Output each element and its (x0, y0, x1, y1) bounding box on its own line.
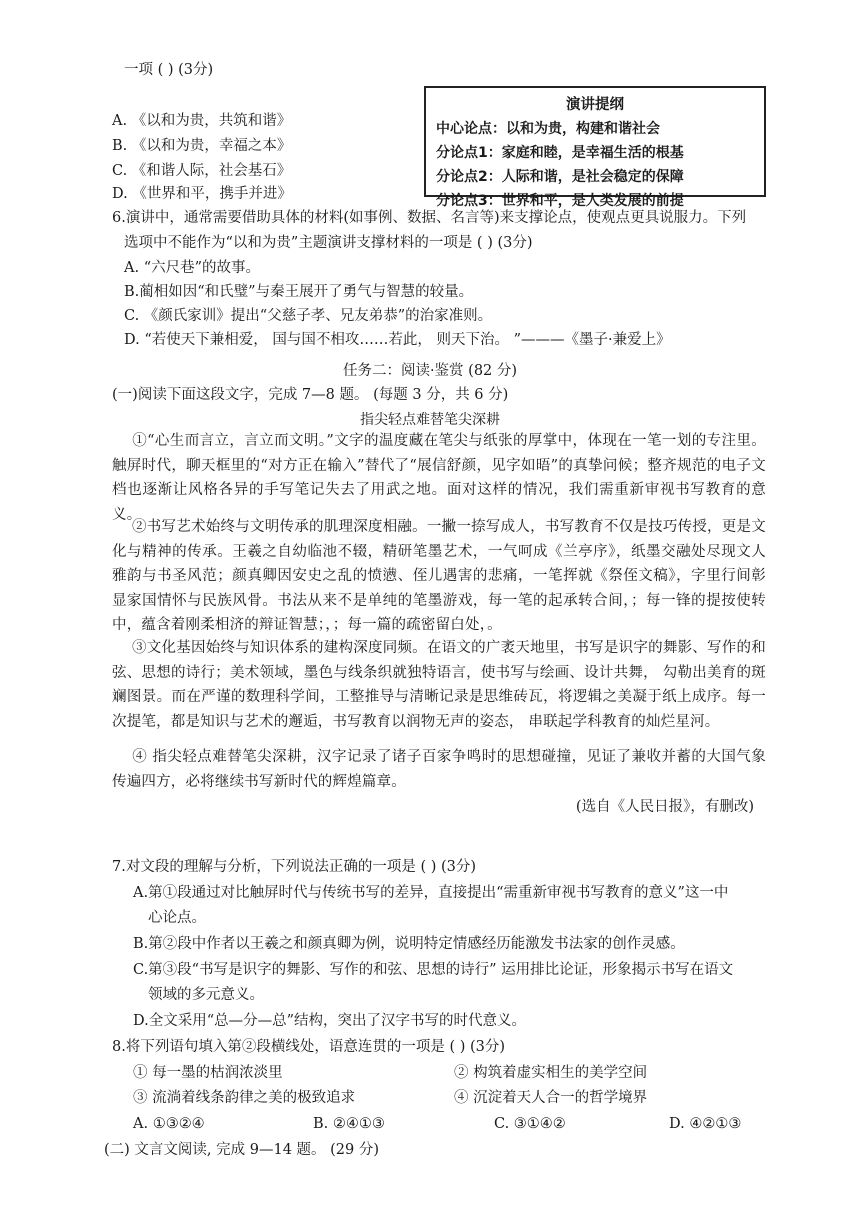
outline-subpoint-2: 分论点2：人际和谐，是社会稳定的保障 (436, 169, 684, 185)
outline-title: 演讲提纲 (566, 97, 624, 113)
q8-choice-d: D. ④②①③ (669, 1116, 742, 1132)
article-paragraph-2: ②书写艺术始终与文明传承的肌理深度相融。一撇一捺写成人，书写教育不仅是技巧传授，更是文化与精神的传承。王羲之自幼临池不辍，精研笔墨艺术，一气呵成《兰亭序》，纸墨交融处尽现文人雅韵与书圣风范；颜真卿因安史之乱的愤懑、侄儿遇害的悲痛，一笔挥就《祭侄文稿》，字里行间彰显家国情怀与民族风骨。书法从来不是单纯的笔墨游戏，每一笔的起承转合间，；每一锋的提按使转中，蕴含着刚柔相济的辩证智慧；，；每一篇的疏密留白处，。 (112, 519, 766, 634)
q7-option-c-line2: 领域的多元意义。 (148, 987, 264, 1003)
q5-option-d: D. 《世界和平，携手并进》 (112, 186, 292, 202)
article-paragraph-3: ③文化基因始终与知识体系的建构深度同频。在语文的广袤天地里，书写是识字的舞影、写作的和弦、思想的诗行；美术领域，墨色与线条织就独特语言，使书写与绘画、设计共舞， 勾勒出美育的斑斓图景。而在严谨的数理科学间，工整推导与清晰记录是思维砖瓦，将逻辑之美凝于纸上成序。每一次提笔，都是知识与艺术的邂逅，书写教育以润物无声的姿态， 串联起学科教育的灿烂星河。 (112, 640, 766, 730)
q7-stem: 7.对文段的理解与分析，下列说法正确的一项是 ( ) (3分) (112, 859, 477, 875)
q6-option-a: A. “六尺巷”的故事。 (124, 260, 261, 276)
q7-option-d: D.全文采用“总—分—总”结构，突出了汉字书写的时代意义。 (133, 1013, 527, 1029)
q8-choice-b: B. ②④①③ (313, 1116, 385, 1132)
speech-outline-box (424, 86, 766, 209)
q8-choice-c: C. ③①④② (494, 1116, 566, 1132)
outline-subpoint-1: 分论点1：家庭和睦，是幸福生活的根基 (436, 145, 684, 161)
q5-option-a: A. 《以和为贵，共筑和谐》 (112, 113, 292, 129)
q8-sentence-3: ③ 流淌着线条韵律之美的极致追求 (133, 1090, 356, 1106)
q8-sentence-2: ② 构筑着虚实相生的美学空间 (454, 1065, 648, 1081)
article-paragraph-4: ④ 指尖轻点难替笔尖深耕，汉字记录了诸子百家争鸣时的思想碰撞，见证了兼收并蓄的大国气象传遍四方，必将继续书写新时代的辉煌篇章。 (112, 749, 766, 790)
q6-stem-line2: 选项中不能作为“以和为贵”主题演讲支撑材料的一项是 ( ) (3分) (124, 235, 533, 251)
part1-intro: (一)阅读下面这段文字，完成 7—8 题。 (每题 3 分，共 6 分) (112, 387, 509, 403)
q6-option-d: D. “若使天下兼相爱， 国与国不相攻……若此， 则天下治。 ”———《墨子·兼爱上》 (124, 332, 671, 348)
q6-option-b: B.蔺相如因“和氏璧”与秦王展开了勇气与智慧的较量。 (124, 284, 474, 300)
q6-option-c: C. 《颜氏家训》提出“父慈子孝、兄友弟恭”的治家准则。 (124, 308, 493, 324)
q6-stem-line1: 6.演讲中，通常需要借助具体的材料(如事例、数据、名言等)来支撑论点，使观点更具说服力。下列 (112, 210, 747, 226)
q8-sentence-1: ① 每一墨的枯润浓淡里 (133, 1065, 283, 1081)
part2-intro: (二) 文言文阅读, 完成 9—14 题。 (29 分) (104, 1142, 380, 1158)
q8-sentence-4: ④ 沉淀着天人合一的哲学境界 (454, 1090, 648, 1106)
q8-stem: 8.将下列语句填入第②段横线处，语意连贯的一项是 ( ) (3分) (112, 1039, 506, 1055)
outline-central-thesis: 中心论点：以和为贵，构建和谐社会 (436, 121, 660, 137)
article-source: (选自《人民日报》，有删改) (575, 799, 754, 815)
q5-option-b: B. 《以和为贵，幸福之本》 (112, 138, 292, 154)
q7-option-a-line2: 心论点。 (148, 910, 206, 926)
article-paragraph-1: ①“心生而言立，言立而文明。”文字的温度藏在笔尖与纸张的厚掌中，体现在一笔一划的专注里。触屏时代，聊天框里的“对方正在输入”替代了“展信舒颜，见字如晤”的真挚问候；整齐规范的电子文档也逐渐让风格各异的手写笔记失去了用武之地。面对这样的情况，我们需重新审视书写教育的意义。 (112, 433, 766, 523)
q5-option-c: C. 《和谐人际，社会基石》 (112, 163, 292, 179)
outline-subpoint-3: 分论点3：世界和平，是人类发展的前提 (436, 193, 684, 209)
q7-option-a-line1: A.第①段通过对比触屏时代与传统书写的差异，直接提出“需重新审视书写教育的意义”这一中 (133, 885, 729, 901)
q5-stem-tail: 一项 ( ) (3分) (124, 62, 214, 78)
q7-option-b: B.第②段中作者以王羲之和颜真卿为例，说明特定情感经历能激发书法家的创作灵感。 (133, 936, 685, 952)
article-title: 指尖轻点难替笔尖深耕 (360, 412, 500, 428)
q8-choice-a: A. ①③②④ (133, 1116, 205, 1132)
q7-option-c-line1: C.第③段“书写是识字的舞影、写作的和弦、思想的诗行” 运用排比论证，形象揭示书写在语文 (133, 962, 734, 978)
task2-heading: 任务二：阅读·鉴赏 (82 分) (342, 363, 518, 379)
